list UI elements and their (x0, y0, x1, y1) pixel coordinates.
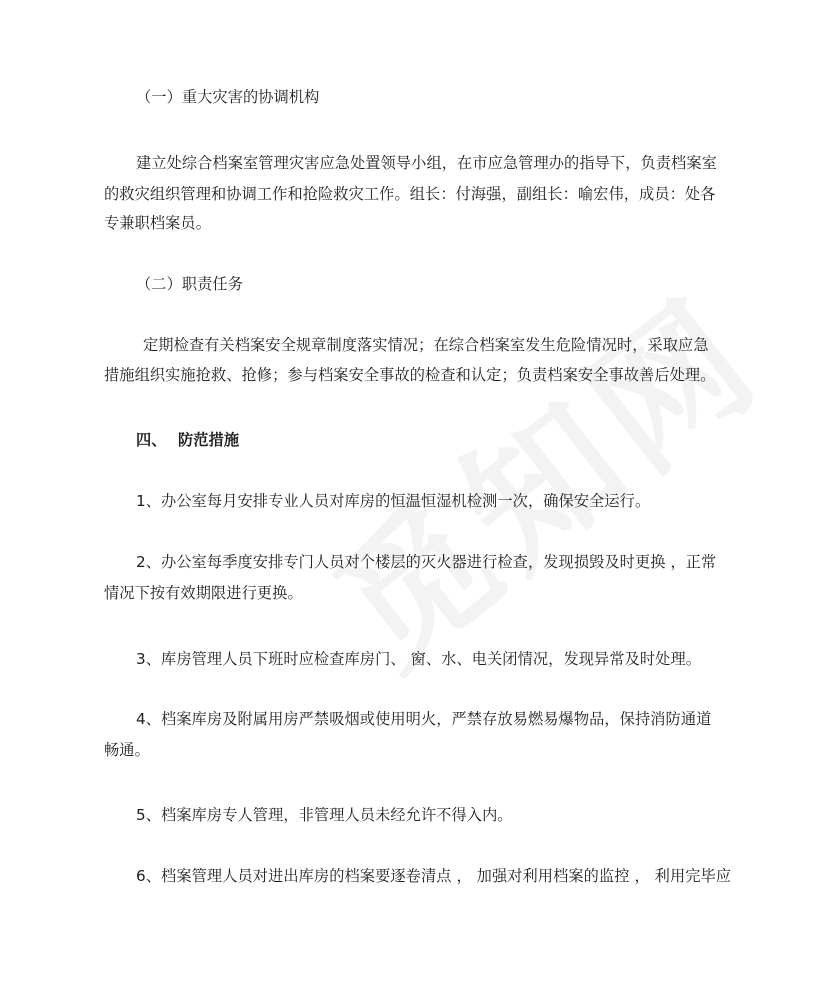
paragraph-line: 措施组织实施抢救、抢修；参与档案安全事故的检查和认定；负责档案安全事故善后处理。 (104, 366, 716, 384)
watermark (284, 240, 795, 706)
section-heading-coordination: （一）重大灾害的协调机构 (136, 88, 320, 106)
section-heading-duties: （二）职责任务 (136, 275, 244, 293)
list-item: 5、档案库房专人管理，非管理人员未经允许不得入内。 (136, 806, 513, 824)
list-item-continuation: 情况下按有效期限进行更换。 (104, 584, 303, 602)
list-item-continuation: 畅通。 (104, 741, 150, 759)
section-heading-prevention: 防范措施 (178, 431, 240, 449)
paragraph-line: 建立处综合档案室管理灾害应急处置领导小组，在市应急管理办的指导下，负责档案室 (136, 154, 717, 172)
paragraph-line: 专兼职档案员。 (104, 214, 212, 232)
list-item: 2、办公室每季度安排专门人员对个楼层的灭火器进行检查，发现损毁及时更换 ，正常 (136, 553, 717, 571)
list-item: 6、档案管理人员对进出库房的档案要逐卷清点 ， 加强对利用档案的监控 ， 利用完毕应 (136, 867, 732, 885)
paragraph-line: 定期检查有关档案安全规章制度落实情况；在综合档案室发生危险情况时，采取应急 (143, 336, 709, 354)
list-item: 4、档案库房及附属用房严禁吸烟或使用明火，严禁存放易燃易爆物品，保持消防通道 (136, 710, 712, 728)
list-item: 1、办公室每月安排专业人员对库房的恒温恒湿机检测一次，确保安全运行。 (136, 492, 651, 510)
paragraph-line: 的救灾组织管理和协调工作和抢险救灾工作。组长：付海强，副组长：喻宏伟，成员：处各 (104, 185, 716, 203)
section-number: 四、 (136, 431, 167, 449)
list-item: 3、库房管理人员下班时应检查库房门、 窗、水、电关闭情况，发现异常及时处理。 (136, 650, 702, 668)
